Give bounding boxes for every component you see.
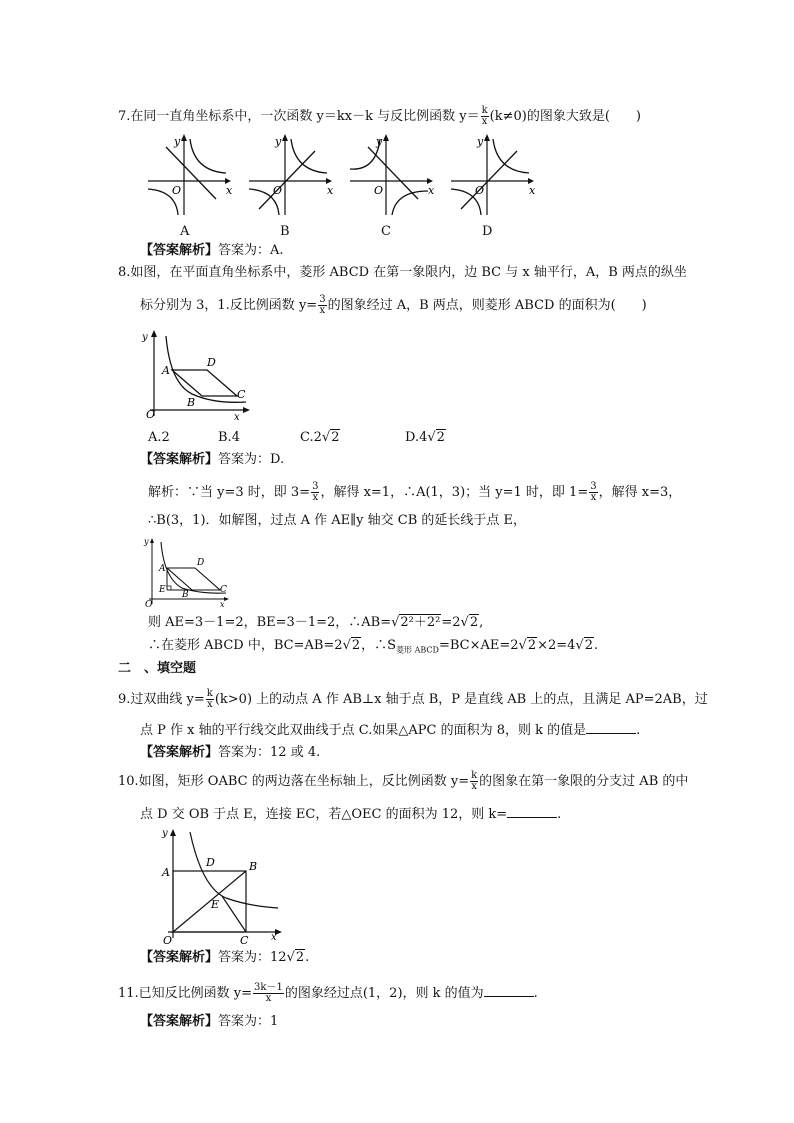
q8s-fig-x: x — [220, 600, 225, 609]
q8s-fig-d: D — [197, 558, 205, 568]
origin-label: O — [273, 184, 283, 197]
q10-fig-c: C — [240, 934, 249, 947]
y-label: y — [275, 135, 282, 148]
origin-label: O — [374, 184, 384, 197]
x-label: x — [226, 184, 233, 197]
q8-choice-d: D.4√2 — [405, 430, 445, 445]
q10-fig-b: B — [249, 860, 258, 873]
q7-stem: 7.在同一直角坐标系中，一次函数 y＝kx－k 与反比例函数 y＝ $\frac{k}{x}$ (k≠0)的图象大致是( ) — [118, 105, 641, 127]
q10-answer: 【答案解析】答案为：12√2. — [140, 950, 310, 965]
y-label: y — [477, 135, 484, 148]
q8-fig-x: x — [234, 412, 240, 423]
q7-fraction: $\frac{k}{x}$ — [481, 105, 488, 127]
q7-label-b: B — [280, 224, 290, 239]
y-axis-arrow — [484, 134, 490, 141]
y-axis-arrow — [383, 134, 389, 141]
q10-fig-e: E — [211, 898, 220, 911]
q7-label-a: A — [180, 224, 190, 239]
y-axis-arrow — [282, 134, 288, 141]
hyperbola-branch — [392, 191, 428, 215]
q8-fig-b: B — [187, 396, 196, 409]
q10-answer-blank[interactable] — [507, 805, 557, 818]
q8-line1: 8.如图，在平面直角坐标系中，菱形 ABCD 在第一象限内，边 BC 与 x 轴平行，A，B 两点的纵坐 — [118, 265, 687, 280]
q7-graph-b — [249, 134, 334, 215]
q7-graph-a — [148, 134, 233, 215]
q9-line2: 点 P 作 x 轴的平行线交此双曲线于点 C.如果△APC 的面积为 8，则 k 的值是 . — [140, 723, 641, 738]
q7-graph-d — [451, 134, 536, 215]
q10-fig-y: y — [162, 828, 168, 839]
q7-answer: 【答案解析】答案为：A. — [140, 243, 284, 258]
q8-choice-c: C.2√2 — [300, 430, 340, 445]
q8-solution-2: ∴B(3，1)．如解图，过点 A 作 AE∥y 轴交 CB 的延长线于点 E， — [148, 513, 527, 528]
q8-solution-4: ∴在菱形 ABCD 中，BC=AB=2√2，$\therefore S_{菱形 ABCD}=BC\times AE=2√2\times 2=4√2$. — [148, 638, 599, 655]
x-label: x — [428, 184, 435, 197]
q8-fig-a: A — [162, 364, 170, 377]
section-fill-blank-heading: 二 、填空题 — [118, 661, 197, 676]
q10-fig-a: A — [162, 866, 170, 879]
linear-function-line — [461, 151, 517, 209]
q9-answer: 【答案解析】答案为：12 或 4. — [140, 745, 321, 760]
q11-answer: 【答案解析】答案为：1 — [140, 1014, 279, 1029]
q8-solution-figure — [144, 536, 234, 608]
q8-choice-b: B.4 — [218, 430, 240, 445]
q10-fig-x: x — [271, 932, 277, 943]
q10-line1: 10.如图，矩形 OABC 的两边落在坐标轴上，反比例函数 y= $\frac{k}{x}$ 的图象在第一象限的分支过 AB 的中 — [118, 770, 689, 792]
x-label: x — [529, 184, 536, 197]
y-label: y — [174, 135, 181, 148]
q8-choice-a: A.2 — [148, 430, 170, 445]
q10-line2: 点 D 交 OB 于点 E，连接 EC，若△OEC 的面积为 12，则 k= . — [140, 807, 562, 822]
q8-answer: 【答案解析】答案为：D. — [140, 452, 285, 467]
origin-label: O — [475, 184, 485, 197]
q8s-fig-a: A — [159, 564, 166, 574]
q8-fig-c: C — [237, 388, 246, 401]
origin-label: O — [172, 184, 182, 197]
q8s-fig-c: C — [220, 585, 227, 595]
hyperbola-branch — [493, 139, 529, 173]
q8-figure — [142, 328, 254, 423]
q10-fig-d: D — [206, 856, 215, 869]
q9-answer-blank[interactable] — [586, 721, 636, 734]
q8-fig-d: D — [207, 356, 216, 369]
x-label: x — [327, 184, 334, 197]
y-axis-arrow — [181, 134, 187, 141]
q8-fig-o: O — [146, 408, 156, 421]
q10-fig-o: O — [163, 934, 173, 947]
q8-line2: 标分别为 3，1.反比例函数 y= $\frac{3}{x}$ 的图象经过 A，B 两点，则菱形 ABCD 的面积为( ) — [140, 294, 647, 316]
hyperbola-branch — [190, 139, 226, 173]
q7-label-c: C — [381, 224, 391, 239]
q8s-fig-o: O — [145, 600, 153, 610]
q8-solution-1: 解析：∵当 y=3 时，即 3= $\frac{3}{x}$ ，解得 x=1，∴A(1，3)；当 y=1 时，即 1= $\frac{3}{x}$ ，解得 x=3， — [148, 481, 682, 503]
q11-answer-blank[interactable] — [484, 984, 534, 997]
q8-fig-y: y — [142, 332, 148, 343]
q8-solution-3: 则 AE=3－1=2，BE=3－1=2，∴AB=√2²＋2²=2√2, — [148, 615, 484, 630]
q8s-fig-b: B — [182, 590, 189, 600]
q8s-fig-e: E — [159, 585, 166, 595]
q7-label-d: D — [482, 224, 493, 239]
q7-option-graphs — [140, 133, 550, 218]
q7-graph-c — [350, 134, 435, 215]
q9-line1: 9.过双曲线 y= $\frac{k}{x}$ (k>0) 上的动点 A 作 AB⊥x 轴于点 B，P 是直线 AB 上的点，且满足 AP=2AB，过 — [118, 688, 708, 710]
q10-figure — [156, 826, 286, 947]
linear-function-line — [259, 151, 315, 209]
q11-line: 11.已知反比例函数 y= $\frac{3k-1}{x}$ 的图象经过点(1，2)，则 k 的值为 . — [118, 982, 538, 1004]
q8s-fig-y: y — [144, 537, 149, 546]
hyperbola-branch — [291, 139, 327, 173]
y-label: y — [376, 135, 383, 148]
